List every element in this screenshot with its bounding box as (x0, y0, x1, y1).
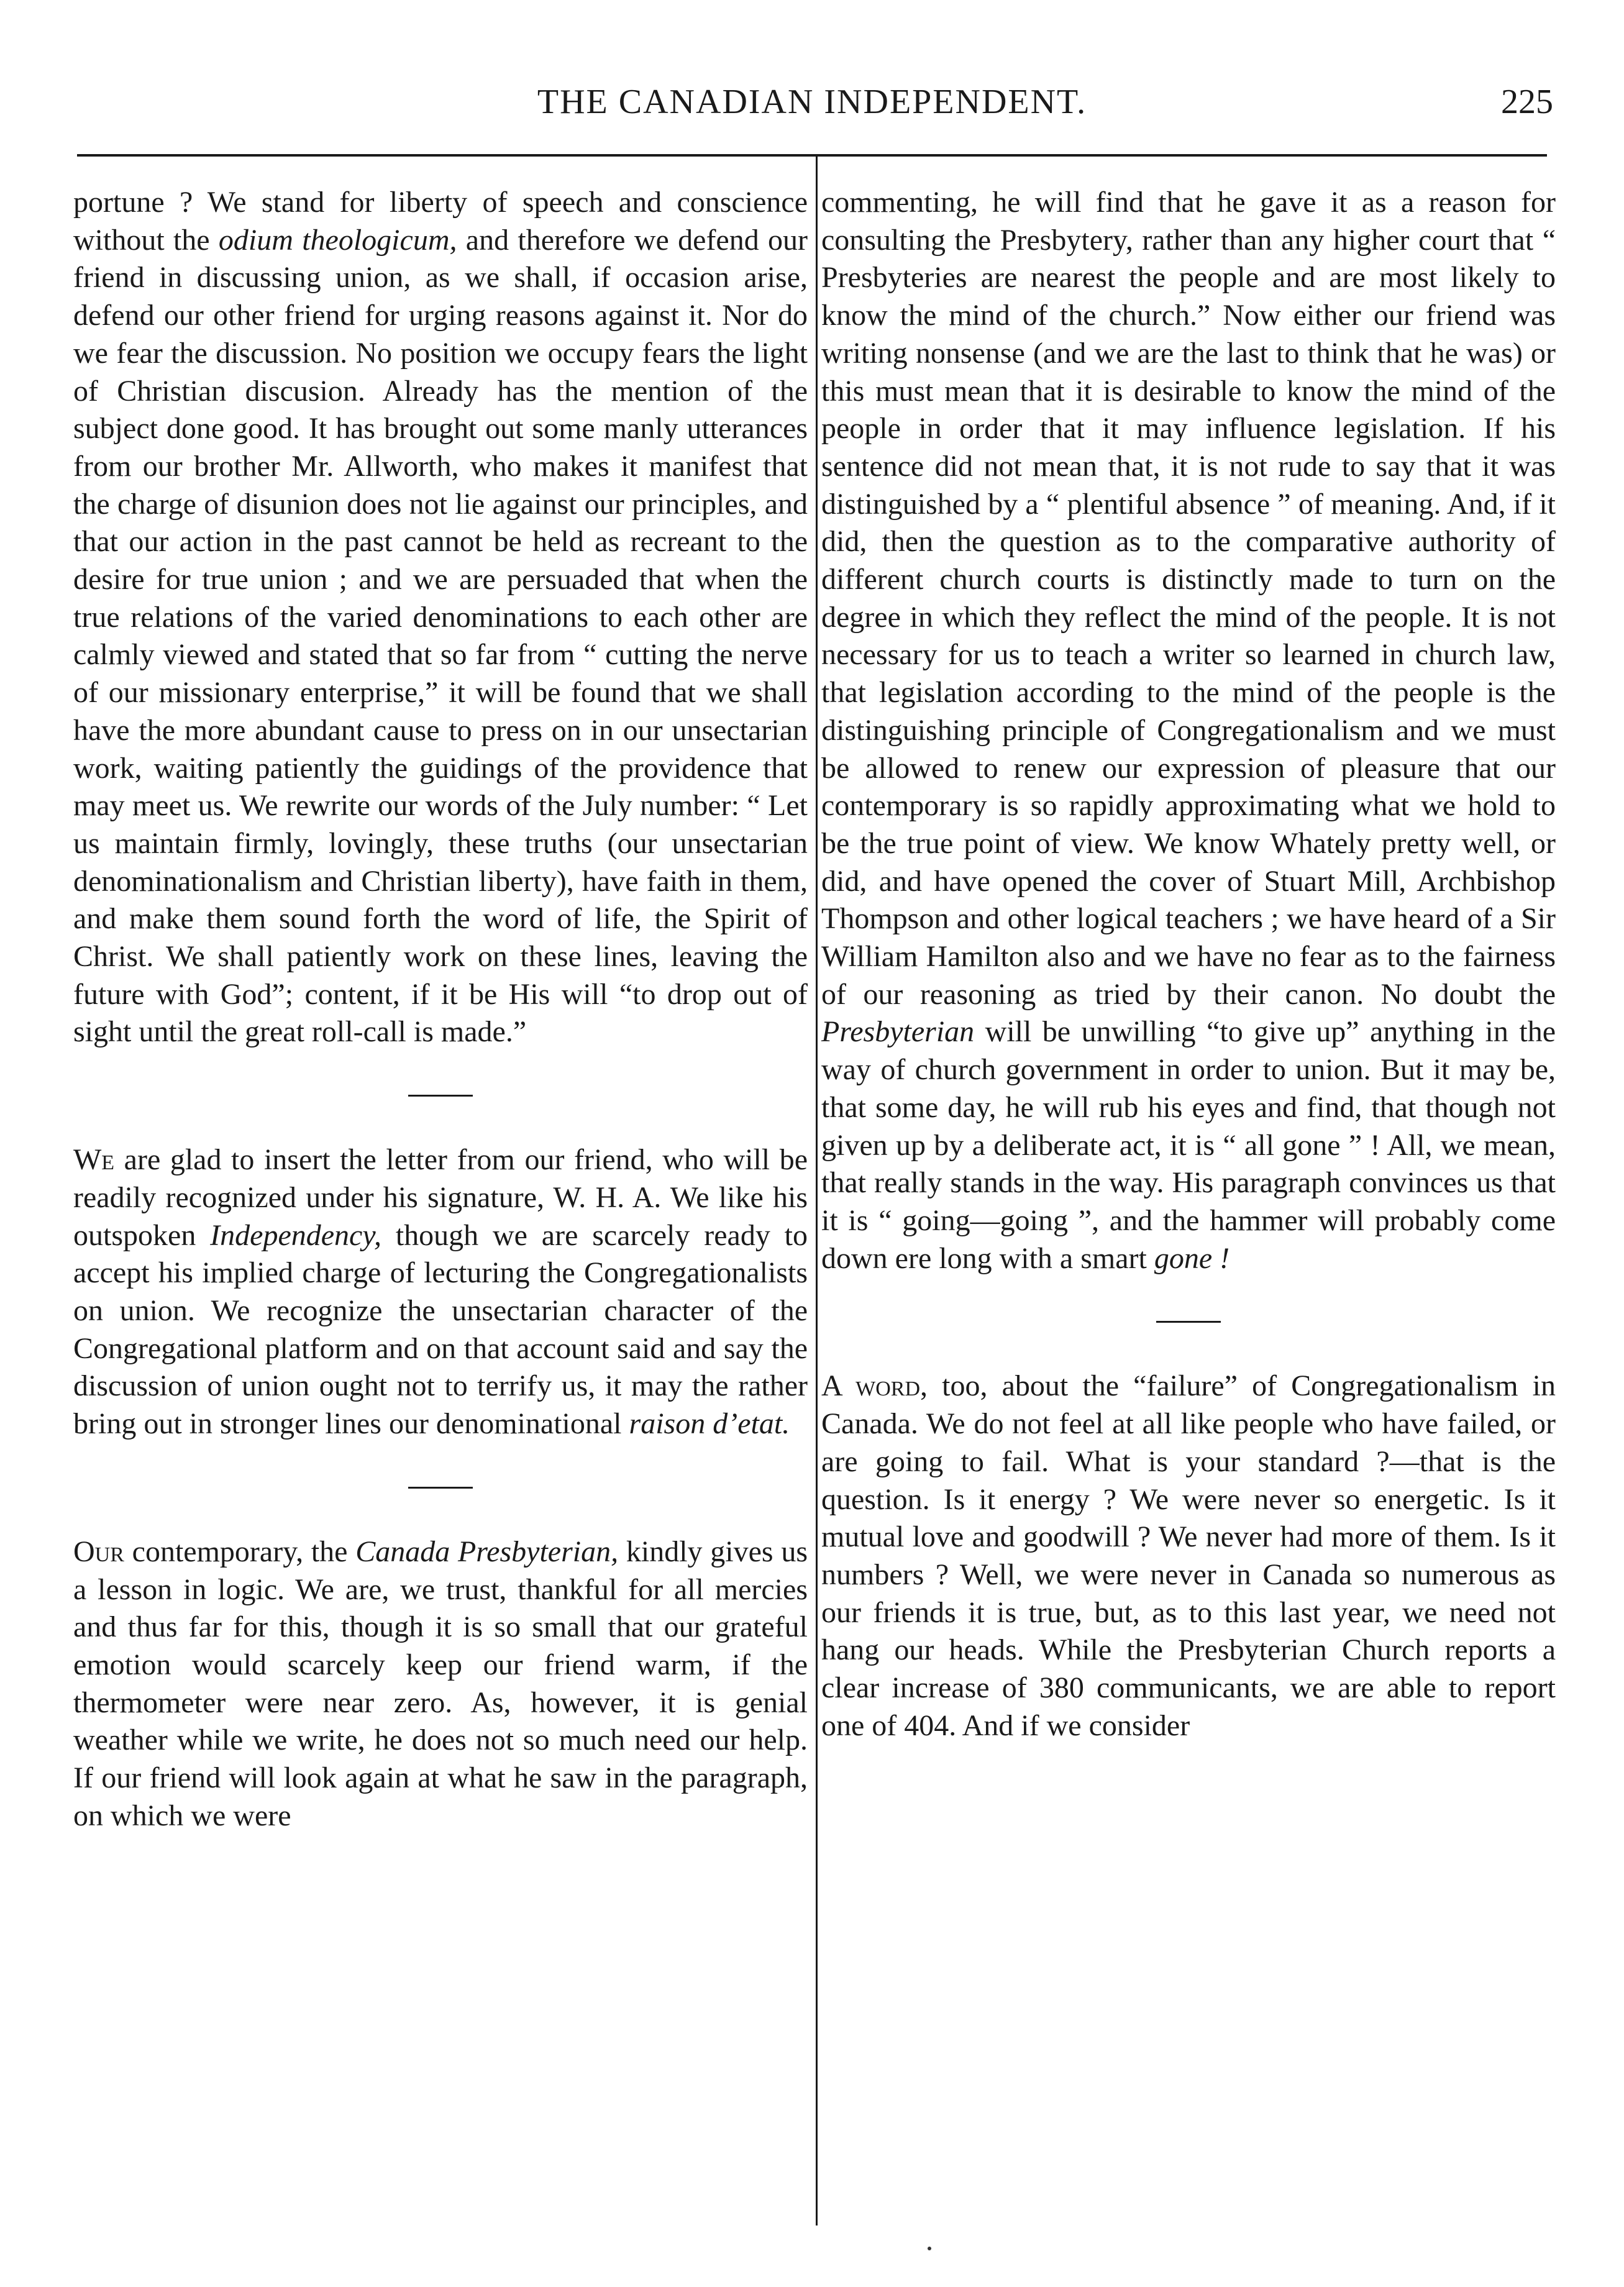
italic-independency: Independency, (210, 1218, 382, 1252)
paragraph-letter: We are glad to insert the letter from our friend, who will be readily recognized under his signature, W. H. A. We like his outspoken Independency, though we are scarcely ready to accept his implied charge of lecturing the Congregationalists on union. We recognize the unsectarian character of the Congregational platform and on that account said and say the discussion of union ought not to terrify us, it may the rather bring out in stronger lines our denominational raison d’etat. (73, 1143, 808, 1441)
italic-presbyterian: Presbyterian (821, 1015, 975, 1049)
paragraph-logic: Our contemporary, the Canada Presbyterian, kindly gives us a lesson in logic. We are, we trust, thankful for all mercies and thus far for this, though it is so small that our grateful emotion would scarcely keep our friend warm, if the thermometer were near zero. As, however, it is genial weather while we write, he does not so much need our help. If our friend will look again at what he saw in the paragraph, on which we were (73, 1535, 808, 1832)
left-column (73, 184, 808, 1835)
paragraph-commenting: commenting, he will find that he gave it as a reason for consulting the Presbytery, rather than any higher court that “ Presbyteries are nearest the people and are most likely to know the mind of the church.” Now either our friend was writing nonsense (and we are the last to think that he was) or this must mean that it is desirable to know the mind of the people in order that it may influence legislation. If his sentence did not mean that, it is not rude to say that it was distinguished by a “ plentiful absence ” of meaning. And, if it did, then the question as to the comparative authority of different church courts is distinctly made to turn on the degree in which they reflect the mind of the people. It is not necessary for us to teach a writer so learned in church law, that legislation according to the mind of the people is the distinguishing principle of Congregationalism and we must be allowed to renew our expression of pleasure that our contemporary is so rapidly approximating what we hold to be the true point of view. We know Whately pretty well, or did, and have opened the cover of Stuart Mill, Archbishop Thompson and other logical teachers ; we have heard of a Sir William Hamilton also and we have no fear as to the fairness of our reasoning as tried by their canon. No doubt the Presbyterian will be unwilling “to give up” anything in the way of church government in order to union. But it may be, that some day, he will rub his eyes and find, that though not given up by a deliberate act, it is “ all gone ” ! All, we mean, that really stands in the way. His paragraph convinces us that it is “ going—going ”, and the hammer will probably come down ere long with a smart gone ! (821, 186, 1556, 1275)
italic-canada-presbyterian: Canada Presbyterian, (355, 1535, 619, 1568)
column-divider (816, 157, 818, 2225)
lead-word: Our (73, 1535, 124, 1568)
journal-title: THE CANADIAN INDEPENDENT. (537, 83, 1087, 121)
italic-odium-theologicum: odium theologicum, (218, 223, 457, 257)
lead-word: We (73, 1143, 115, 1177)
paragraph-liberty: portune ? We stand for liberty of speech and conscience without the odium theologicum, and therefore we defend our friend in discussing union, as we shall, if occasion arise, defend our other friend for urging reasons against it. Nor do we fear the discussion. No position we occupy fears the light of Christian discusion. Already has the mention of the subject done good. It has brought out some manly utterances from our brother Mr. Allworth, who makes it manifest that the charge of disunion does not lie against our principles, and that our action in the past cannot be held as recreant to the desire for true union ; and we are persuaded that when the true relations of the varied denominations to each other are calmly viewed and stated that so far from “ cutting the nerve of our missionary enterprise,” it will be found that we shall have the more abundant cause to press on in our unsectarian work, waiting patiently the guidings of the providence that may meet us. We rewrite our words of the July number: “ Let us maintain firmly, lovingly, these truths (our unsectarian denominationalism and Christian liberty), have faith in them, and make them sound forth the word of life, the Spirit of Christ. We shall patiently work on these lines, leaving the future with God”; content, if it be His will “to drop out of sight until the great roll-call is made.” (73, 186, 808, 1049)
right-column (821, 184, 1556, 1745)
italic-gone: gone ! (1154, 1241, 1230, 1275)
print-speck (928, 2247, 931, 2250)
section-separator (408, 1095, 473, 1097)
header-rule (77, 154, 1547, 157)
lead-word: A word, (821, 1369, 928, 1403)
section-separator (408, 1487, 473, 1489)
page-number: 225 (1501, 83, 1553, 121)
running-head (0, 77, 1624, 127)
section-separator (1156, 1321, 1221, 1323)
italic-raison-detat: raison d’etat. (629, 1407, 790, 1441)
paragraph-failure: A word, too, about the “failure” of Congregationalism in Canada. We do not feel at all like people who have failed, or are going to fail. What is your standard ?—that is the question. Is it energy ? We were never so energetic. Is it mutual love and goodwill ? We never had more of them. Is it numbers ? Well, we were never in Canada so numerous as our friends it is true, but, as to this last year, we need not hang our heads. While the Presbyterian Church reports a clear increase of 380 communicants, we are able to report one of 404. And if we consider (821, 1369, 1556, 1742)
